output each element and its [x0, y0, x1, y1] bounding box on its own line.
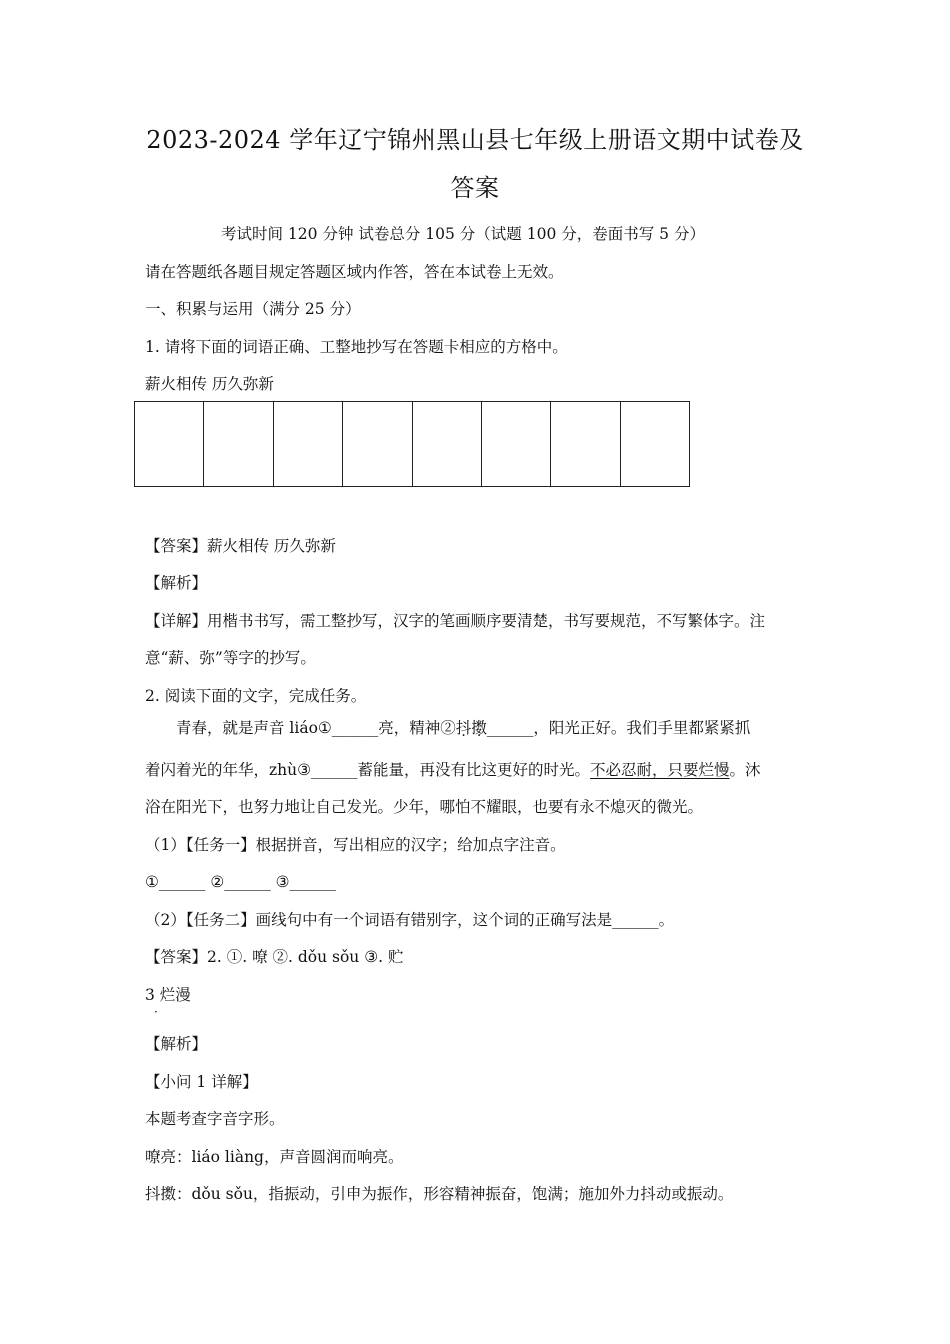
analysis-label-2: 【解析】: [145, 1035, 208, 1053]
question-2-answer: 【答案】2. ①. 嘹 ②. dǒu sǒu ③. 贮: [145, 948, 404, 966]
dotted-char: 抖: [455, 719, 472, 737]
section-heading: 一、积累与运用（满分 25 分）: [145, 300, 361, 318]
grid-cell[interactable]: [551, 402, 620, 486]
grid-cell[interactable]: [621, 402, 689, 486]
notice: 请在答题纸各题目规定答题区域内作答，答在本试卷上无效。: [145, 263, 564, 281]
dotted-char: 擞: [471, 719, 487, 737]
analysis-label: 【解析】: [145, 574, 208, 592]
question-1: 1. 请将下面的词语正确、工整地抄写在答题卡相应的方格中。: [145, 338, 568, 356]
exam-meta: 考试时间 120 分钟 试卷总分 105 分（试题 100 分，卷面书写 5 分）: [221, 225, 705, 243]
definition-1: 嘹亮：liáo liàng，声音圆润而响亮。: [145, 1148, 404, 1166]
task-1: （1）【任务一】根据拼音，写出相应的汉字；给加点字注音。: [145, 836, 566, 854]
question-1-words: 薪火相传 历久弥新: [145, 375, 274, 393]
question-2: 2. 阅读下面的文字，完成任务。: [145, 687, 367, 705]
question-1-answer: 【答案】薪火相传 历久弥新: [145, 537, 336, 555]
document-title-line2: 答案: [450, 174, 500, 202]
copy-grid: [134, 401, 690, 487]
grid-cell[interactable]: [274, 402, 343, 486]
question-1-detail: 【详解】用楷书书写，需工整抄写，汉字的笔画顺序要清楚，书写要规范，不写繁体字。注: [145, 612, 766, 630]
grid-cell[interactable]: [482, 402, 551, 486]
grid-cell[interactable]: [204, 402, 273, 486]
task-2: （2）【任务二】画线句中有一个词语有错别字，这个词的正确写法是______。: [145, 911, 675, 929]
grid-cell[interactable]: [413, 402, 482, 486]
question-2-answer-cont: 3 烂漫: [145, 986, 191, 1004]
question-1-detail-cont: 意“薪、弥”等字的抄写。: [145, 649, 316, 667]
passage-line-1: [176, 718, 750, 738]
sub-question-1-heading: 【小问 1 详解】: [145, 1073, 258, 1091]
passage-line-2: [145, 760, 761, 780]
document-title-line1: 2023-2024 学年辽宁锦州黑山县七年级上册语文期中试卷及: [146, 126, 804, 154]
stray-dot: ·: [154, 1005, 158, 1019]
exam-point: 本题考查字音字形。: [145, 1110, 285, 1128]
passage-text: 着闪着光的年华，zhù③______蓄能量，再没有比这更好的时光。: [145, 761, 591, 779]
passage-text: 青春，就是声音 liáo①______亮，精神②: [176, 719, 456, 737]
grid-cell[interactable]: [343, 402, 412, 486]
underlined-sentence: 不必忍耐，只要烂慢: [590, 761, 730, 779]
passage-line-3: 浴在阳光下，也努力地让自己发光。少年，哪怕不耀眼，也要有永不熄灭的微光。: [145, 798, 704, 816]
passage-text: ______，阳光正好。我们手里都紧紧抓: [486, 719, 751, 737]
answer-blanks: ①______ ②______ ③______: [145, 873, 337, 891]
definition-2: 抖擞：dǒu sǒu，指振动，引申为振作，形容精神振奋，饱满；施加外力抖动或振动。: [145, 1185, 734, 1203]
passage-text: 。沐: [729, 761, 761, 779]
grid-cell[interactable]: [135, 402, 204, 486]
